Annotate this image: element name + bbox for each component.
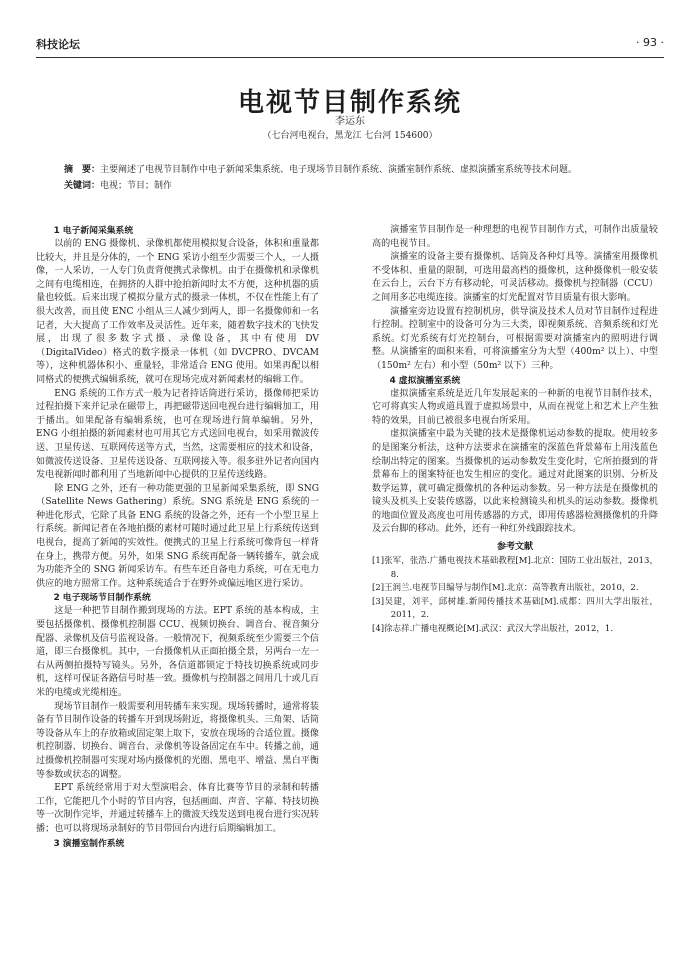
paragraph: 这是一种把节目制作搬到现场的方法。EPT 系统的基本构成，主要包括摄像机、摄像机控制器 CCU、视频切换台、调音台、视音频分配器、录像机及信号监视设备。一般情况下，视频系统至少需要三个信道，即三台摄像机。其中，一台摄像机从正面拍摄全景，另两台一左一右从两侧拍摄特写镜头。另外，各信道都锁定于特技切换系统或同步机，这样可保证各路信号时基一致。摄像机与控制器之间用几十或几百米的电缆或光缆相连。 [36,606,319,698]
paragraph: ENG 系统的工作方式一般为记者持话筒进行采访，摄像师把采访过程拍摄下来并记录在磁带上，再把磁带送回电视台进行编辑加工，用于播出。如果配备有编辑系统，也可在现场进行简单编辑。另外，ENG 小组拍摄的新闻素材也可用其它方式送回电视台，如采用微波传送、卫星传送、互联网传送等方式，当然，这需要相应的技术和设备，如微波传送设备、卫星传送设备、互联网接入等。很多驻外记者向国内发电视新闻时都利用了当地新闻中心提供的卫星传送线路。 [36,388,319,481]
reference-item: [3]吴建，刘平，邱树雄.新闻传播技术基础[M].成都：四川大学出版社，2011，2. [372,596,658,621]
section-heading-3: 3 演播室制作系统 [53,838,125,849]
references-heading: 参考文献 [496,542,533,553]
section-heading-1: 1 电子新闻采集系统 [53,226,134,236]
header-rule [36,57,664,58]
paragraph: 现场节目制作一般需要利用转播车来实现。现场转播时，通常将装备有节目制作设备的转播车开到现场附近，将摄像机头、三角架、话筒等设备从车上的存放箱或固定架上取下，安放在现场的合适位置。摄像机控制器、切换台、调音台、录像机等设备固定在车中。转播之前，通过摄像机控制器可实现对场内摄像机的光圈、黑电平、增益、黑白平衡等参数或状态的调整。 [36,701,319,780]
abstract-label: 摘 要： [64,165,101,175]
abstract [64,162,660,178]
left-column [36,224,319,851]
author-name: 李运东 [335,116,365,127]
keywords-text: 电视；节目；制作 [100,181,173,191]
paragraph: 演播室的设备主要有摄像机、话筒及各种灯具等。演播室用摄像机不受体积、重量的限制，可选用最高档的摄像机，这种摄像机一般安装在云台上，云台下方有移动轮，可灵活移动。摄像机与控制器（CCU）之间用多芯电缆连接。演播室的灯光配置对节目质量有很大影响。 [372,252,658,303]
paragraph: EPT 系统经常用于对大型演唱会、体育比赛等节目的录制和转播工作，它能把几个小时的节目内容，包括画面、声音、字幕、特技切换等一次制作完毕，并通过转播车上的微波天线发送到电视台进行实况转播；也可以将现场录制好的节目带回台内进行后期编辑加工。 [36,783,319,834]
reference-item: [1]张军，张浩.广播电视技术基础教程[M].北京：国防工业出版社，2013，8. [372,556,658,580]
abstract-text: 主要阐述了电视节目制作中电子新闻采集系统、电子现场节目制作系统、演播室制作系统、虚拟演播室系统等技术问题。 [100,165,578,175]
paragraph: 以前的 ENG 摄像机、录像机都使用模拟复合设备，体积和重量都比较大，并且是分体的，一个 ENG 采访小组至少需要三个人，一人摄像，一人采访，一人专门负责背便携式录像机。由于在摄像机和录像机之间有电缆相连，在拥挤的人群中抢拍新闻时太不方便，这种机器的质量也较低。后来出现了模拟分量方式的摄录一体机，不仅在性能上有了很大改善，而且使 ENC 小组从三人减少到两人，即一名摄像师和一名记者，大大提高了工作效率及灵活性。近年来，随着数字技术的飞快发展，出现了很多数字式摄、录像设备，其中有使用 DV（DigitalVideo）格式的数字摄录一体机（如 DVCPRO、DVCAM 等），这种机器体积小、重量轻，非常适合 ENG 使用。如果再配以相同格式的便携式编辑系统，就可在现场完成对新闻素材的编辑工作。 [36,239,319,385]
running-head [36,36,664,54]
section-heading-2: 2 电子现场节目制作系统 [53,593,151,604]
paragraph: 演播室旁边设置有控制机房，供导演及技术人员对节目制作过程进行控制。控制室中的设备可分为三大类，即视频系统、音频系统和灯光系统。灯光系统有灯光控制台，可根据需要对演播室内的照明进行调整。从演播室的面积来看，可将演播室分为大型（400m² 以上）、中型（150m² 左右）和小型（50m² 以下）三种。 [372,306,658,371]
paragraph: 演播室节目制作是一种理想的电视节目制作方式，可制作出质量较高的电视节目。 [372,225,658,249]
section-heading-4: 4 虚拟演播室系统 [389,375,461,386]
keywords [64,178,660,194]
right-column [372,224,658,637]
abstract-block [64,162,660,194]
author-affiliation: （七台河电视台，黑龙江 七台河 154600） [262,131,438,141]
reference-item: [4]徐志祥.广播电视概论[M].武汉：武汉大学出版社，2012，1. [372,624,614,635]
paragraph: 虚拟演播室系统是近几年发展起来的一种新的电视节目制作技术，它可将真实人物或道具置于虚拟场景中，从而在视觉上和艺术上产生独特的效果，目前已被很多电视台所采用。 [372,388,658,426]
paragraph: 虚拟演播室中最为关键的技术是摄像机运动参数的提取。使用较多的是图案分析法，这种方法要求在演播室的深蓝色背景幕布上用浅蓝色绘制出特定的图案。当摄像机的运动参数发生变化时，它所拍摄到的背景幕布上的图案特征也发生相应的变化。通过对此图案的识别、分析及数学运算，就可确定摄像机的各种运动参数。另一种方法是在摄像机的镜头及机头上安装传感器，以此来检测镜头和机头的运动参数。摄像机的地面位置及高度也可用传感器的方式，即用传感器检测摄像机的升降及云台脚的移动。此外，还有一种红外线跟踪技术。 [372,429,658,535]
reference-item: [2]王润兰.电视节目编导与制作[M].北京：高等教育出版社，2010，2. [372,583,639,594]
journal-name: 科技论坛 [36,38,80,51]
article-title: 电视节目制作系统 [237,88,462,118]
paragraph: 除 ENG 之外，还有一种功能更强的卫星新闻采集系统，即 SNG（Satellite News Gathering）系统。SNG 系统是 ENG 系统的一种进化形式，它除了具备 ENG 系统的设备之外，还有一个小型卫星上行系统。新闻记者在各地拍摄的素材可随时通过此卫星上行系统传送到电视台，提高了新闻的实效性。便携式的卫星上行系统可像背包一样背在身上，携带方便。另外，如果 SNG 系统再配备一辆转播车，就会成为功能齐全的 SNG 新闻采访车。有些车还自备电力系统，可在无电力供应的地方照常工作。这种系统适合于在野外或偏远地区进行采访。 [36,483,319,589]
keywords-label: 关键词： [64,181,101,191]
page-number: · 93 · [636,36,664,49]
